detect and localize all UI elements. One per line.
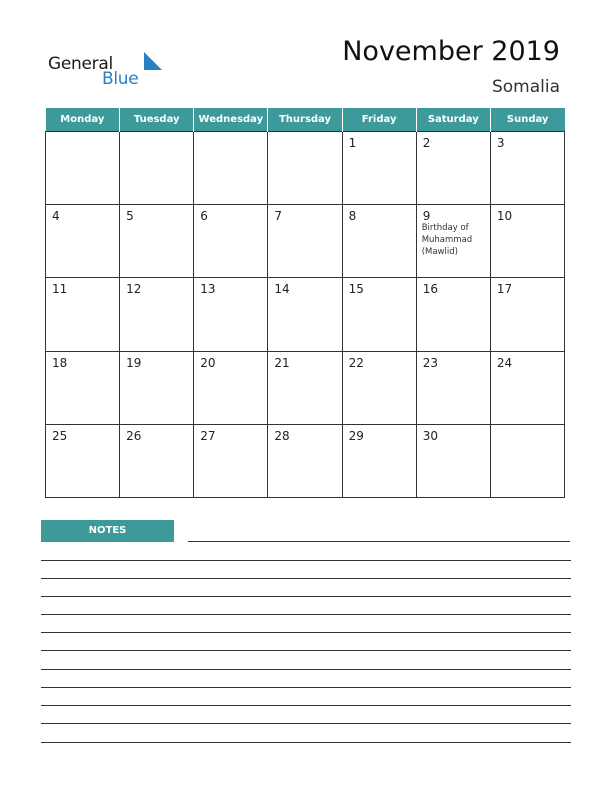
day-number: 25 — [52, 428, 68, 443]
general-blue-logo — [48, 52, 158, 92]
day-number: 7 — [274, 209, 283, 224]
day-cell — [416, 132, 490, 205]
week-row — [46, 424, 565, 497]
day-cell — [342, 278, 416, 351]
month-calendar — [45, 108, 565, 498]
note-line — [41, 687, 571, 688]
holiday-event-line: (Mawlid) — [421, 247, 458, 258]
day-number: 5 — [126, 209, 134, 224]
day-number: 20 — [200, 355, 216, 370]
day-number: 11 — [52, 282, 68, 297]
day-cell — [46, 424, 120, 497]
day-cell — [194, 205, 268, 278]
day-number: 26 — [126, 428, 142, 443]
day-cell — [194, 278, 268, 351]
weekday-header: Wednesday — [194, 108, 268, 132]
day-cell — [120, 351, 194, 424]
day-number: 9 — [422, 209, 431, 224]
day-number: 12 — [126, 282, 142, 297]
day-number: 6 — [200, 209, 208, 224]
logo-text-blue: Blue — [102, 69, 139, 89]
holiday-event — [422, 222, 488, 258]
note-line — [41, 560, 571, 561]
empty-day-cell — [194, 132, 268, 205]
day-cell — [416, 351, 490, 424]
notes-label: NOTES — [41, 520, 174, 542]
day-number: 21 — [274, 355, 290, 370]
day-number: 16 — [422, 282, 438, 297]
calendar-body — [46, 132, 565, 498]
day-number: 14 — [274, 282, 290, 297]
day-number: 3 — [496, 136, 505, 150]
empty-day-cell — [120, 132, 194, 205]
day-number: 15 — [348, 282, 364, 297]
day-number: 28 — [274, 428, 290, 443]
country-name: Somalia — [491, 77, 560, 97]
day-cell — [46, 351, 120, 424]
empty-day-cell — [268, 132, 342, 205]
day-number: 2 — [422, 136, 431, 150]
day-cell — [416, 424, 490, 497]
day-cell — [268, 205, 342, 278]
note-line — [41, 742, 571, 743]
day-cell — [268, 424, 342, 497]
day-number: 27 — [200, 428, 216, 443]
day-number: 22 — [348, 355, 364, 370]
day-cell — [342, 205, 416, 278]
empty-day-cell — [46, 132, 120, 205]
note-line — [41, 596, 571, 597]
day-cell — [342, 351, 416, 424]
day-cell — [490, 278, 564, 351]
holiday-event-line: Birthday of — [421, 223, 469, 234]
day-cell — [120, 278, 194, 351]
note-line — [41, 578, 571, 579]
note-line — [188, 541, 570, 542]
day-cell — [46, 278, 120, 351]
day-cell — [416, 278, 490, 351]
logo-text-general: General — [48, 54, 113, 74]
note-line — [41, 669, 571, 670]
page-title: November 2019 — [342, 36, 560, 67]
week-row — [46, 278, 565, 351]
weekday-header: Saturday — [416, 108, 490, 132]
weekday-header: Friday — [342, 108, 416, 132]
weekday-header: Tuesday — [120, 108, 194, 132]
empty-day-cell — [490, 424, 564, 497]
weekday-header: Monday — [46, 108, 120, 132]
day-cell — [268, 278, 342, 351]
day-number: 17 — [496, 282, 513, 297]
day-cell — [490, 351, 564, 424]
note-line — [41, 632, 571, 633]
day-cell — [416, 205, 490, 278]
day-number: 10 — [496, 209, 513, 224]
note-line — [41, 614, 571, 615]
day-cell — [268, 351, 342, 424]
weekday-header: Thursday — [268, 108, 342, 132]
day-number: 23 — [422, 355, 438, 370]
day-cell — [342, 132, 416, 205]
day-cell — [342, 424, 416, 497]
day-number: 18 — [52, 355, 68, 370]
note-line — [41, 650, 571, 651]
note-line — [41, 705, 571, 706]
day-cell — [194, 351, 268, 424]
day-number: 30 — [422, 428, 438, 443]
day-cell — [120, 424, 194, 497]
day-number: 1 — [348, 136, 357, 150]
day-cell — [490, 132, 564, 205]
day-cell — [194, 424, 268, 497]
logo-triangle-icon — [144, 52, 162, 70]
day-cell — [490, 205, 564, 278]
day-number: 29 — [348, 428, 364, 443]
week-row — [46, 205, 565, 278]
weekday-header-row — [46, 108, 565, 132]
day-cell — [120, 205, 194, 278]
note-line — [41, 723, 571, 724]
week-row — [46, 351, 565, 424]
day-number: 24 — [496, 355, 513, 370]
day-number: 19 — [126, 355, 142, 370]
day-number: 13 — [200, 282, 216, 297]
day-cell — [46, 205, 120, 278]
day-number: 4 — [52, 209, 60, 224]
holiday-event-line: Muhammad — [421, 235, 473, 246]
weekday-header: Sunday — [490, 108, 564, 132]
week-row — [46, 132, 565, 205]
day-number: 8 — [348, 209, 357, 224]
